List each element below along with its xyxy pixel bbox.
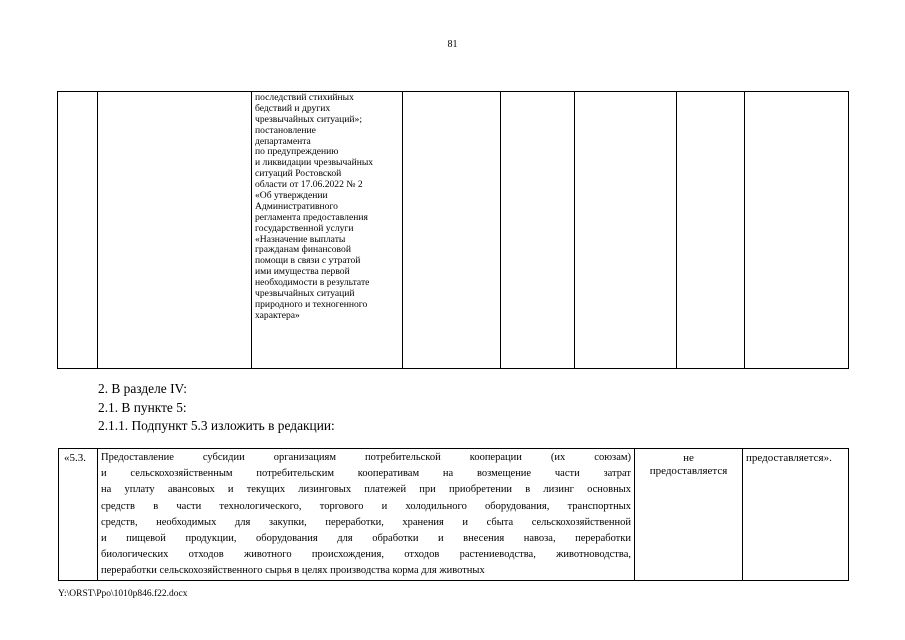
status-cell-2: предоставляется». (743, 449, 849, 581)
cell-line: «Назначение выплаты (255, 233, 346, 245)
status-line: предоставляется (649, 465, 728, 477)
description-line: и сельскохозяйственным потребительским кооперативам на возмещение части затрат (101, 468, 631, 480)
cell-line: чрезвычайных ситуаций»; (255, 113, 363, 125)
cell-line: природного и техногенного (255, 298, 368, 310)
table-cell (58, 92, 98, 369)
description-line: средств, необходимых для закупки, переработки, хранения и сбыта сельскохозяйственной (101, 516, 631, 528)
cell-line: необходимости в результате (255, 277, 370, 289)
item-description (98, 449, 635, 581)
page-number: 81 (447, 39, 458, 50)
description-line: средств в части технологического, торгового и холодильного оборудования, транспортных (101, 500, 631, 512)
amendment-item: 2.1. В пункте 5: (98, 400, 187, 415)
table-cell (745, 92, 849, 369)
description-line: переработки сельскохозяйственного сырья в целях производства корма для животных (101, 565, 485, 577)
status-line: не (683, 452, 694, 464)
description-line: биологических отходов животного происхождения, отходов растениеводства, животноводства, (101, 549, 631, 561)
cell-line: чрезвычайных ситуаций (255, 288, 355, 300)
item-number: «5.3. (59, 449, 98, 581)
amendment-subitem: 2.1.1. Подпункт 5.3 изложить в редакции: (98, 418, 335, 433)
cell-line: департамента (255, 135, 311, 147)
cell-line: характера» (255, 309, 300, 321)
subsidy-table (58, 448, 849, 581)
cell-line: по предупреждению (255, 146, 339, 158)
table-row (59, 449, 849, 581)
cell-line: области от 17.06.2022 № 2 (255, 179, 363, 191)
cell-line: регламента предоставления (255, 211, 368, 223)
legal-basis-cell (252, 92, 403, 369)
cell-line: государственной услуги (255, 222, 354, 234)
table-row (58, 92, 849, 369)
cell-line: постановление (255, 124, 316, 136)
cell-line: бедствий и других (255, 102, 331, 114)
status-cell (635, 449, 743, 581)
cell-line: «Об утверждении (255, 190, 328, 202)
cell-line: помощи в связи с утратой (255, 255, 361, 267)
table-cell (403, 92, 501, 369)
amendment-section: 2. В разделе IV: (98, 381, 187, 396)
cell-line: последствий стихийных (255, 92, 354, 103)
table-cell (677, 92, 745, 369)
cell-line: и ликвидации чрезвычайных (255, 157, 374, 169)
file-path-footer: Y:\ORST\Ppo\1010p846.f22.docx (58, 589, 188, 599)
description-line: и пищевой продукции, оборудования для обработки и внесения навоза, переработки (101, 532, 631, 544)
description-line: Предоставление субсидии организациям потребительской кооперации (их союзам) (101, 452, 631, 463)
table-cell (98, 92, 252, 369)
description-line: на уплату авансовых и текущих лизинговых платежей при приобретении в лизинг основных (101, 484, 631, 496)
table-cell (575, 92, 677, 369)
table-cell (501, 92, 575, 369)
cell-line: ситуаций Ростовской (255, 168, 342, 180)
cell-line: Административного (255, 200, 338, 212)
cell-line: ими имущества первой (255, 266, 350, 278)
cell-line: гражданам финансовой (255, 244, 351, 256)
continuation-table (57, 91, 849, 369)
